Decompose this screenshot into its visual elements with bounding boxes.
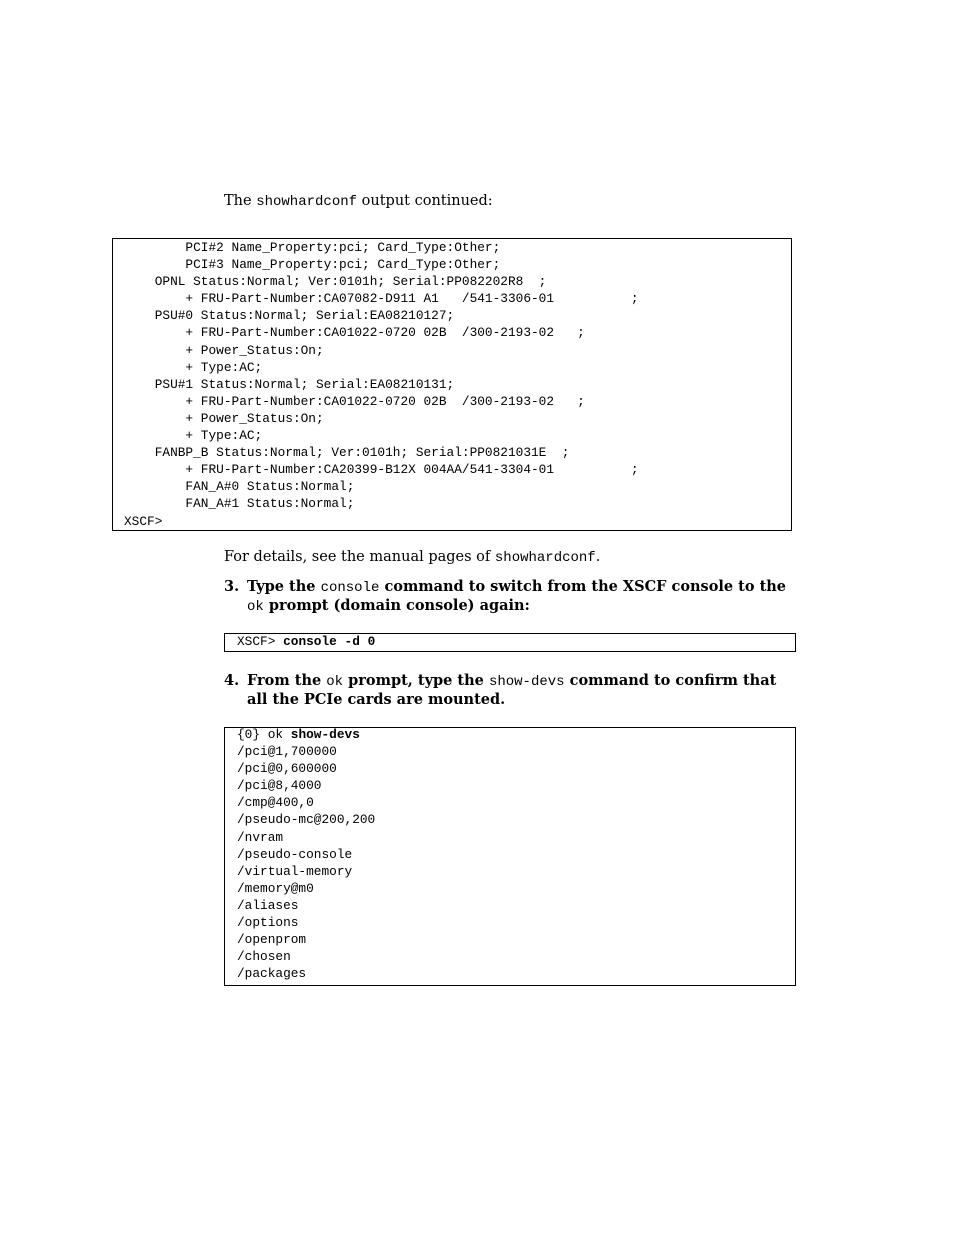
- step-3-text-c: prompt (domain console) again:: [268, 597, 530, 614]
- hardconf-line: FAN_A#1 Status:Normal;: [124, 496, 355, 512]
- device-path-line: /cmp@400,0: [237, 795, 314, 811]
- hardconf-line: XSCF>: [124, 513, 163, 529]
- device-path-line: /packages: [237, 966, 307, 982]
- intro-prefix: The: [224, 193, 252, 209]
- step-3-text-a: Type the: [247, 578, 316, 595]
- device-path-line: /memory@m0: [237, 880, 314, 896]
- hardconf-line: FANBP_B Status:Normal; Ver:0101h; Serial:PP0821031E ;: [124, 445, 570, 461]
- device-path-line: /aliases: [237, 897, 299, 913]
- step-4: [224, 672, 799, 709]
- device-path-line: /pci@8,4000: [237, 778, 322, 794]
- hardconf-line: + Power_Status:On;: [124, 410, 324, 426]
- step-3-console-command: console: [320, 580, 380, 596]
- hardconf-line: + FRU-Part-Number:CA01022-0720 02B /300-2193-02 ;: [124, 325, 585, 341]
- device-path-line: /openprom: [237, 932, 307, 948]
- showdevs-prompt-line: [237, 726, 795, 743]
- device-path-line: /pseudo-mc@200,200: [237, 812, 376, 828]
- step-4-number: 4.: [224, 672, 240, 689]
- step-4-text-b: prompt, type the: [348, 672, 484, 689]
- step-3-number: 3.: [224, 578, 240, 595]
- hardconf-line: + Power_Status:On;: [124, 342, 324, 358]
- device-path-line: /pseudo-console: [237, 846, 353, 862]
- hardconf-output: [113, 239, 791, 530]
- showdevs-command-text: show-devs: [290, 727, 360, 742]
- step-4-text-a: From the: [247, 672, 322, 689]
- hardconf-line: PCI#2 Name_Property:pci; Card_Type:Other;: [124, 240, 501, 255]
- intro-command: showhardconf: [256, 194, 358, 210]
- intro-suffix: output continued:: [361, 193, 493, 209]
- console-command-text: console -d 0: [283, 634, 376, 649]
- step-4-ok-prompt: ok: [326, 674, 344, 690]
- device-path-line: /options: [237, 915, 299, 931]
- step-3-text: [224, 578, 799, 616]
- step-3-text-b: command to switch from the XSCF console to the: [384, 578, 787, 595]
- step-4-showdevs-command: show-devs: [488, 674, 565, 690]
- showdevs-output-box: [224, 727, 796, 986]
- device-path-line: /chosen: [237, 949, 291, 965]
- console-command-box: [224, 633, 796, 652]
- details-paragraph: [224, 548, 600, 567]
- device-path-line: /pci@1,700000: [237, 744, 337, 760]
- device-path-line: /nvram: [237, 829, 284, 845]
- hardconf-output-box: [112, 238, 792, 531]
- details-command: showhardconf: [494, 550, 596, 566]
- hardconf-line: OPNL Status:Normal; Ver:0101h; Serial:PP082202R8 ;: [124, 274, 547, 290]
- device-path-line: /virtual-memory: [237, 863, 353, 879]
- ok-prompt: {0} ok: [237, 727, 284, 742]
- hardconf-line: PSU#1 Status:Normal; Serial:EA08210131;: [124, 376, 455, 392]
- hardconf-line: FAN_A#0 Status:Normal;: [124, 479, 355, 495]
- xscf-prompt: XSCF>: [237, 634, 276, 649]
- showdevs-output: [225, 726, 795, 982]
- device-path-line: /pci@0,600000: [237, 761, 337, 777]
- console-command-line: [225, 634, 795, 650]
- step-4-text-c: command to confirm that all the PCIe cards are mounted.: [247, 672, 777, 708]
- hardconf-line: + FRU-Part-Number:CA01022-0720 02B /300-2193-02 ;: [124, 393, 585, 409]
- step-4-text: [224, 672, 799, 709]
- hardconf-line: PSU#0 Status:Normal; Serial:EA08210127;: [124, 308, 455, 324]
- details-prefix: For details, see the manual pages of: [224, 549, 491, 565]
- hardconf-line: + FRU-Part-Number:CA07082-D911 A1 /541-3306-01 ;: [124, 291, 639, 307]
- step-3: [224, 578, 799, 616]
- hardconf-line: PCI#3 Name_Property:pci; Card_Type:Other;: [124, 257, 501, 273]
- hardconf-line: + FRU-Part-Number:CA20399-B12X 004AA/541-3304-01 ;: [124, 462, 639, 478]
- intro-paragraph: [224, 192, 493, 211]
- hardconf-line: + Type:AC;: [124, 359, 263, 375]
- hardconf-line: + Type:AC;: [124, 428, 263, 444]
- details-suffix: .: [595, 549, 601, 565]
- step-3-ok-prompt: ok: [247, 599, 264, 615]
